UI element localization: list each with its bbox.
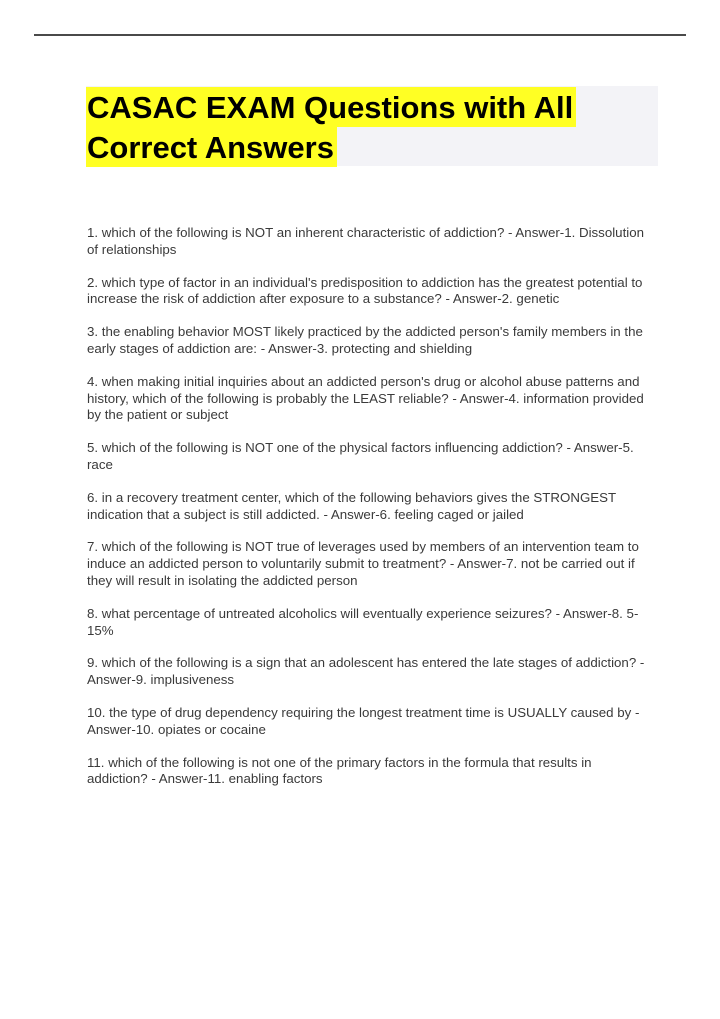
qa-item-5: 5. which of the following is NOT one of the physical factors influencing addiction? - Answer-5. race (87, 440, 634, 472)
qa-item-10: 10. the type of drug dependency requiring the longest treatment time is USUALLY caused by - Answer-10. opiates or cocaine (87, 704, 640, 737)
title-line-2: Correct Answers (86, 127, 337, 167)
qa-item-2: 2. which type of factor in an individual's predisposition to addiction has the greatest potential to increase the risk of addiction after exposure to a substance? - Answer-2. genetic (87, 274, 643, 307)
qa-item-6: 6. in a recovery treatment center, which of the following behaviors gives the STRONGEST indication that a subject is still addicted. - Answer-6. feeling caged or jailed (87, 489, 616, 522)
qa-item-1: 1. which of the following is NOT an inherent characteristic of addiction? - Answer-1. Dissolution of relationships (87, 225, 645, 257)
qa-item-8: 8. what percentage of untreated alcoholics will eventually experience seizures? - Answer-8. 5-15% (87, 605, 639, 638)
qa-item-3: 3. the enabling behavior MOST likely practiced by the addicted person's family members in the early stages of addiction are: - Answer-3. protecting and shielding (87, 324, 643, 356)
document-title (86, 86, 658, 166)
title-line-1: CASAC EXAM Questions with All (86, 87, 576, 127)
qa-item-9: 9. which of the following is a sign that an adolescent has entered the late stages of addiction? - Answer-9. implusiveness (87, 655, 645, 688)
qa-item-11: 11. which of the following is not one of the primary factors in the formula that results in addiction? - Answer-11. enabling factors (87, 754, 592, 787)
qa-item-4: 4. when making initial inquiries about an addicted person's drug or alcohol abuse patterns and history, which of the following is probably the LEAST reliable? - Answer-4. information provided by the patient or subject (87, 373, 644, 423)
qa-list (87, 225, 652, 804)
top-rule (34, 34, 686, 36)
qa-item-7: 7. which of the following is NOT true of leverages used by members of an intervention team to induce an addicted person to voluntarily submit to treatment? - Answer-7. not be carried out if they will result in isolating the addicted person (87, 539, 639, 588)
